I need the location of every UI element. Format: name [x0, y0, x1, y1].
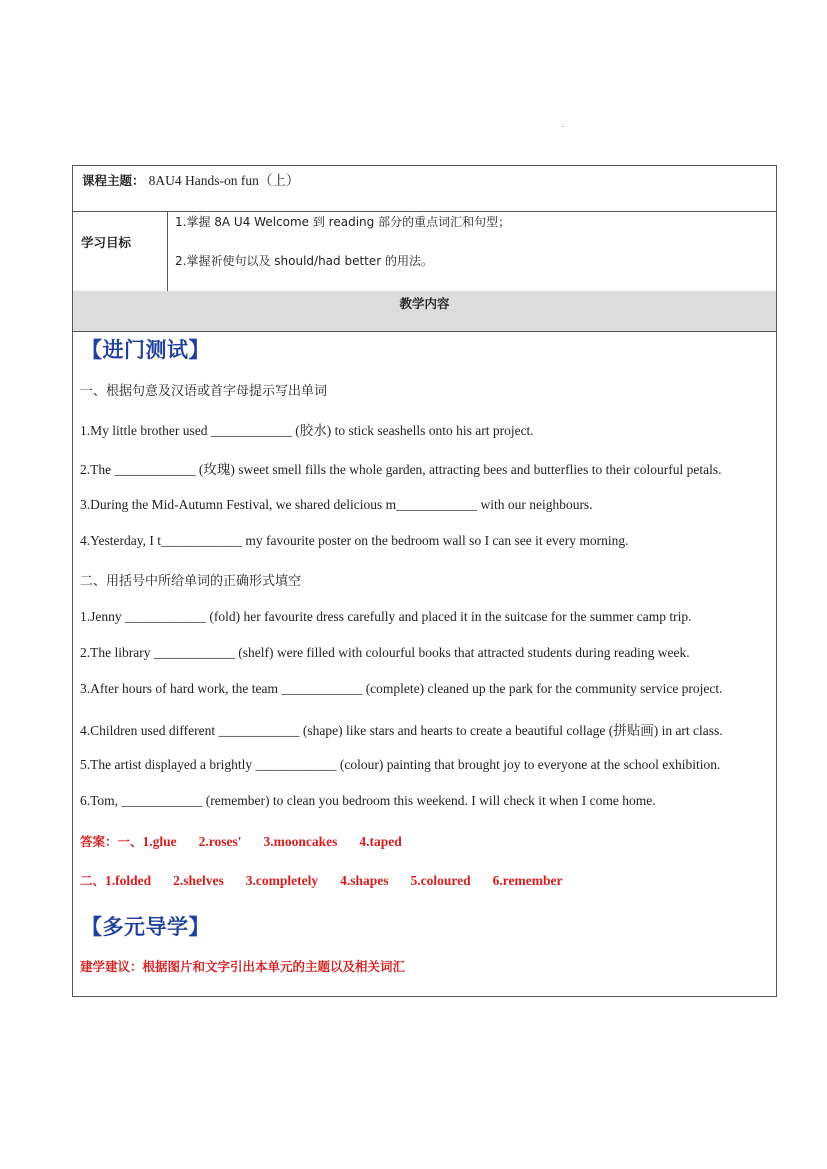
- objectives-label-cell: [73, 211, 168, 291]
- part2-question-1: 1.Jenny ____________ (fold) her favourite dress carefully and placed it in the suitcase for the summer camp trip.: [80, 609, 692, 624]
- part2-question-4: 4.Children used different ____________ (shape) like stars and hearts to create a beautiful collage (拼贴画) in art class.: [80, 723, 723, 738]
- part2-question-5: 5.The artist displayed a brightly ____________ (colour) painting that brought joy to everyone at the school exhibition.: [80, 757, 721, 772]
- objectives-label: 学习目标: [81, 235, 132, 250]
- answers-part2: [80, 871, 563, 889]
- topic-row: [73, 166, 776, 212]
- objective-2: 2.掌握祈使句以及 should/had better 的用法。: [175, 254, 433, 268]
- topic: [82, 169, 299, 189]
- answer-item: 2.roses': [198, 834, 242, 849]
- answers-part2-label: 二、: [80, 873, 106, 888]
- teaching-tip: 建学建议：根据图片和文字引出本单元的主题以及相关词汇: [80, 959, 406, 974]
- part1-question-2: 2.The ____________ (玫瑰) sweet smell fills the whole garden, attracting bees and butterflies to their colourful petals.: [80, 462, 722, 477]
- part2-question-3: 3.After hours of hard work, the team ____________ (complete) cleaned up the park for the community service project.: [80, 681, 723, 696]
- topic-label: 课程主题：: [82, 173, 145, 188]
- part1-question-1: 1.My little brother used ____________ (胶水) to stick seashells onto his art project.: [80, 423, 534, 438]
- answer-item: 3.completely: [245, 873, 319, 888]
- content-header-row: [73, 291, 776, 332]
- answer-item: 6.remember: [492, 873, 563, 888]
- objectives-row: [73, 211, 776, 292]
- objective-1: 1.掌握 8A U4 Welcome 到 reading 部分的重点词汇和句型；: [175, 215, 511, 229]
- answer-item: 3.mooncakes: [263, 834, 338, 849]
- answers-part1-label: 答案：一、: [80, 834, 143, 849]
- part2-question-6: 6.Tom, ____________ (remember) to clean you bedroom this weekend. I will check it when I come home.: [80, 793, 656, 808]
- part1-question-3: 3.During the Mid-Autumn Festival, we shared delicious m____________ with our neighbours.: [80, 497, 593, 512]
- stray-mark: [562, 126, 564, 127]
- entry-test-heading: 【进门测试】: [81, 338, 210, 362]
- answer-item: 5.coloured: [410, 873, 471, 888]
- part1-question-4: 4.Yesterday, I t____________ my favourite poster on the bedroom wall so I can see it every morning.: [80, 533, 629, 548]
- guided-heading: 【多元导学】: [81, 915, 210, 939]
- content-label: 教学内容: [399, 296, 450, 311]
- answer-item: 1.glue: [142, 834, 177, 849]
- part1-title: 一、根据句意及汉语或首字母提示写出单词: [80, 384, 328, 399]
- lesson-table: [72, 165, 777, 997]
- answer-item: 4.shapes: [340, 873, 389, 888]
- answer-item: 1.folded: [105, 873, 152, 888]
- topic-value: 8AU4 Hands-on fun（上）: [148, 173, 300, 188]
- answers-part1: [80, 832, 402, 850]
- answer-item: 2.shelves: [173, 873, 224, 888]
- part2-title: 二、用括号中所给单词的正确形式填空: [80, 574, 302, 589]
- part2-question-2: 2.The library ____________ (shelf) were filled with colourful books that attracted students during reading week.: [80, 645, 690, 660]
- answer-item: 4.taped: [359, 834, 402, 849]
